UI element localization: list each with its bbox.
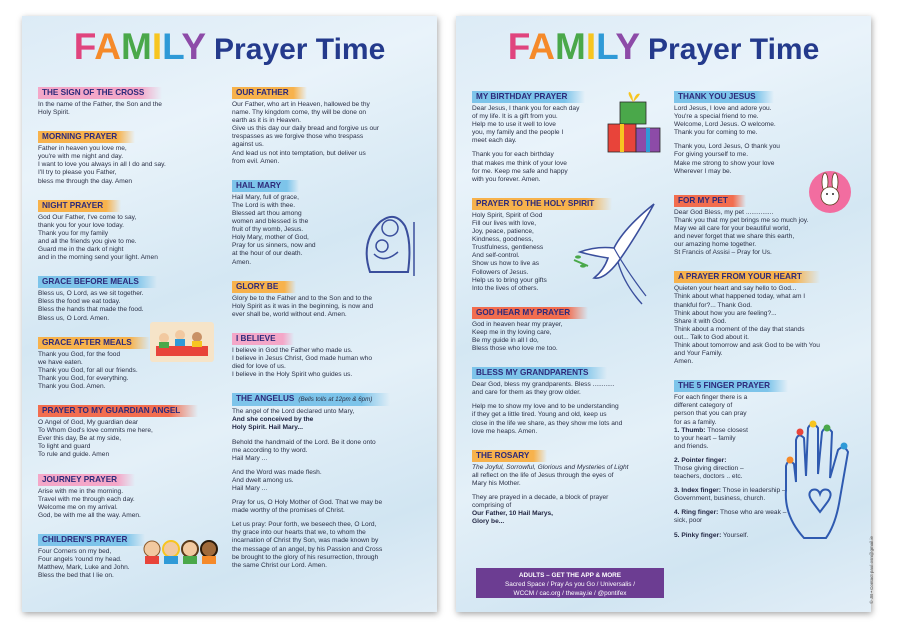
- prayer-line: Dear God Bless, my pet ...............: [674, 208, 774, 216]
- prayer-text: [232, 408, 426, 570]
- prayer-line: of my life. It is a gift from you.: [472, 113, 558, 121]
- prayer-line: 2. Pointer finger:: [674, 456, 727, 464]
- prayer-line: meet each day.: [472, 137, 517, 145]
- prayer-heading: A PRAYER FROM YOUR HEART: [674, 271, 820, 283]
- prayer-line: Into the lives of others.: [472, 284, 539, 292]
- prayer-line: and friends.: [674, 442, 709, 450]
- prayer-heading: PRAYER TO MY GUARDIAN ANGEL: [38, 405, 198, 417]
- prayer-text: [38, 145, 228, 185]
- prayer-line: Amen.: [674, 358, 694, 366]
- family-letter: Y: [181, 26, 207, 67]
- prayer-section: [38, 195, 228, 263]
- prayer-line: 3. Index finger: Those in leadership –: [674, 487, 786, 495]
- prayer-line: Pray for us sinners, now and: [232, 242, 316, 250]
- prayer-time-word: Prayer Time: [648, 33, 820, 66]
- prayer-line: ever shall be, world without end. Amen.: [232, 310, 347, 318]
- prayer-line: earth as it is in Heaven.: [232, 117, 301, 125]
- prayer-line: Help me to show my love and to be understanding: [472, 403, 619, 411]
- family-letter: F: [507, 26, 529, 67]
- prayer-heading: MY BIRTHDAY PRAYER: [472, 91, 585, 103]
- prayer-line: 1. Thumb: Those closest: [674, 426, 748, 434]
- prayer-line: Four Corners on my bed,: [38, 547, 112, 555]
- prayer-line: be brought to the glory of his resurrection, through: [232, 553, 379, 561]
- ads-line-2: Sacred Space / Pray As you Go / Universalis /: [505, 581, 635, 588]
- prayer-line: to your heart – family: [674, 434, 736, 442]
- prayer-line: Quieten your heart and say hello to God...: [674, 285, 797, 293]
- prayer-line: Thank you God. Amen.: [38, 382, 106, 390]
- prayer-text: [472, 464, 668, 527]
- prayer-line: close in the life we share, as they show me lots and: [472, 419, 623, 427]
- prayer-line: Hail Mary ...: [232, 485, 268, 492]
- prayer-line: Arise with me in the morning.: [38, 487, 124, 495]
- prayer-line: Make me strong to show your love: [674, 159, 775, 167]
- prayer-heading: HAIL MARY: [232, 180, 299, 192]
- children-illustration-icon: [150, 322, 214, 362]
- prayer-line: I'll try to please you Father,: [38, 169, 117, 177]
- prayer-line: To Whom God's love commits me here,: [38, 427, 153, 435]
- prayer-line: died for love of us.: [232, 363, 286, 371]
- prayer-line: Mary his Mother.: [472, 479, 521, 487]
- prayer-line: Ever this day, Be at my side,: [38, 435, 122, 443]
- left-column-2: [232, 82, 426, 579]
- madonna-child-icon: [350, 202, 422, 282]
- prayer-line: Holy Spirit.: [38, 109, 70, 117]
- prayer-line: incarnation of Christ thy Son, was made known by: [232, 537, 379, 545]
- children-faces-icon: [142, 538, 224, 564]
- ads-line-3: WCCM / cac.org / theway.ie / @pontifex: [513, 590, 627, 597]
- prayer-line: Trustfulness, gentleness: [472, 244, 544, 252]
- prayer-line: for me. Keep me safe and happy: [472, 167, 568, 175]
- prayer-section: [232, 82, 426, 166]
- copyright-note: © JB • Contact paul.osn@gmail.ie: [869, 536, 874, 604]
- family-word: [73, 26, 207, 67]
- prayer-section: [38, 82, 228, 117]
- prayer-line: Dear Jesus, I thank you for each day: [472, 105, 580, 112]
- prayer-line: you're with me night and day.: [38, 153, 124, 161]
- prayer-line: Thank you, Lord Jesus, O thank you: [674, 143, 780, 151]
- prayer-heading: CHILDREN'S PRAYER: [38, 534, 145, 546]
- prayer-line: Guard me in the dark of night: [38, 246, 124, 254]
- prayer-section: [232, 388, 426, 570]
- prayer-line: 5. Pinky finger: Yourself.: [674, 531, 749, 539]
- prayer-line: Be my guide in all I do,: [472, 336, 539, 344]
- prayer-line: I believe in God the Father who made us.: [232, 346, 353, 354]
- prayer-line: Keep me in thy loving care,: [472, 328, 552, 336]
- prayer-line: The Joyful, Sorrowful, Glorious and Mysteries of Light: [472, 463, 629, 471]
- prayer-heading: THE 5 FINGER PRAYER: [674, 380, 788, 392]
- prayer-line: The angel of the Lord declared unto Mary,: [232, 408, 355, 416]
- family-letter: L: [162, 26, 182, 67]
- prayer-line: Travel with me through each day.: [38, 495, 135, 503]
- prayer-line: Dear God, bless my grandparents. Bless ............: [472, 381, 615, 389]
- prayer-line: God, be with me all the way. Amen.: [38, 511, 141, 519]
- prayer-line: Bless the hands that made the food.: [38, 306, 144, 314]
- family-letter: M: [121, 26, 152, 67]
- prayer-text: [674, 209, 866, 258]
- prayer-line: Thank you for each birthday: [472, 151, 554, 159]
- prayer-line: Bless the food we eat today.: [38, 298, 121, 306]
- prayer-section: [674, 266, 866, 366]
- prayer-line: St Francis of Assisi – Pray for Us.: [674, 249, 772, 257]
- prayer-line: And lead us not into temptation, but deliver us: [232, 149, 366, 157]
- prayer-heading: BLESS MY GRANDPARENTS: [472, 367, 607, 379]
- left-title: [22, 26, 437, 68]
- prayer-line: Blessed art thou among: [232, 209, 302, 217]
- prayer-heading: PRAYER TO THE HOLY SPIRIT: [472, 198, 612, 210]
- prayer-line: Think about tomorrow and ask God to be with You: [674, 341, 820, 349]
- prayer-heading: THE ROSARY: [472, 450, 547, 462]
- prayer-line: different category of: [674, 402, 733, 410]
- prayer-line: with you forever. Amen.: [472, 175, 541, 183]
- prayer-line: me according to thy word.: [232, 446, 308, 454]
- prayer-section: [472, 362, 668, 436]
- ads-line-1: ADULTS – GET THE APP & MORE: [518, 572, 622, 579]
- prayer-line: Welcome, Lord Jesus. O welcome.: [674, 121, 776, 129]
- prayer-line: In the name of the Father, the Son and the: [38, 101, 162, 108]
- prayer-text: [472, 381, 668, 436]
- right-prayer-sheet: [456, 16, 874, 612]
- prayer-line: To rule and guide. Amen: [38, 451, 110, 459]
- prayer-line: Holy Mary, mother of God,: [232, 234, 309, 242]
- prayer-line: and never forget that we share this earth,: [674, 233, 795, 241]
- prayer-line: Think about what happened today, what am I: [674, 293, 806, 301]
- prayer-line: made worthy of the promises of Christ.: [232, 507, 345, 515]
- family-letter: F: [73, 26, 95, 67]
- prayer-line: Glory be to the Father and to the Son and to the: [232, 294, 373, 302]
- prayer-text: [38, 101, 228, 117]
- family-letter: A: [94, 26, 122, 67]
- prayer-line: for as a family.: [674, 418, 717, 426]
- prayer-time-word: Prayer Time: [214, 33, 386, 66]
- family-letter: L: [596, 26, 616, 67]
- prayer-line: person that you can pray: [674, 410, 747, 418]
- prayer-text: [38, 290, 228, 322]
- prayer-line: They are prayed in a decade, a block of prayer: [472, 494, 609, 501]
- prayer-line: at the hour of our death.: [232, 250, 303, 258]
- prayer-line: Thank you for coming to me.: [674, 129, 758, 137]
- prayer-line: Our Father, who art in Heaven, hallowed be thy: [232, 101, 370, 108]
- prayer-line: Four angels 'round my head.: [38, 556, 122, 563]
- prayer-line: And dwelt among us.: [232, 476, 294, 484]
- prayer-line: Fill our lives with love,: [472, 219, 537, 227]
- prayer-text: [38, 419, 228, 459]
- prayer-line: Holy Spirit as it was in the beginning, is now and: [232, 302, 374, 310]
- prayer-line: sick, poor: [674, 517, 703, 525]
- prayer-heading-note: (Bells tolls at 12pm & 6pm): [298, 396, 373, 404]
- prayer-heading: NIGHT PRAYER: [38, 200, 121, 212]
- prayer-line: May we all care for your beautiful world,: [674, 224, 791, 232]
- left-prayer-sheet: [22, 16, 437, 612]
- prayer-text: [232, 101, 426, 166]
- prayer-line: we have eaten.: [38, 358, 83, 366]
- prayer-line: Thank you God, for all our friends.: [38, 366, 138, 374]
- prayer-line: if they get a little tired. Young and old, keep us: [472, 411, 607, 419]
- prayer-line: Think about how you are feeling?...: [674, 309, 777, 317]
- prayer-line: and Your Family.: [674, 350, 723, 358]
- prayer-text: [38, 488, 228, 520]
- prayer-line: women and blessed is the: [232, 218, 309, 226]
- family-word: [507, 26, 641, 67]
- prayer-line: teachers, doctors .. etc.: [674, 473, 743, 481]
- prayer-text: [232, 295, 426, 319]
- prayer-line: God Our Father, I've come to say,: [38, 213, 137, 221]
- bunny-icon: [808, 170, 852, 214]
- prayer-line: comprising of: [472, 502, 512, 510]
- hand-heart-icon: [778, 420, 870, 542]
- family-letter: I: [585, 26, 597, 67]
- prayer-line: Amen.: [232, 258, 252, 266]
- prayer-line: Thank you God, for the food: [38, 350, 121, 358]
- prayer-line: Followers of Jesus.: [472, 268, 529, 276]
- prayer-line: all reflect on the life of Jesus through the eyes of: [472, 471, 614, 479]
- prayer-line: Bless us, O Lord. Amen.: [38, 314, 110, 322]
- right-title: [456, 26, 871, 68]
- prayer-text: [38, 214, 228, 263]
- prayer-line: Bless us, O Lord, as we sit together.: [38, 290, 144, 298]
- prayer-heading: OUR FATHER: [232, 87, 307, 99]
- prayer-line: that makes me think of your love: [472, 159, 567, 167]
- prayer-heading: THANK YOU JESUS: [674, 91, 774, 103]
- prayer-section: [38, 400, 228, 459]
- prayer-line: and all the friends you give to me.: [38, 237, 137, 245]
- prayer-line: Behold the handmaid of the Lord. Be it done onto: [232, 438, 376, 446]
- prayer-line: Government, business, church.: [674, 495, 766, 503]
- prayer-section: [472, 445, 668, 527]
- prayer-line: Thank you that my pet brings me so much joy.: [674, 216, 809, 224]
- prayer-line: Pray for us, O Holy Mother of God. That we may be: [232, 499, 383, 507]
- prayer-line: For giving yourself to me.: [674, 151, 749, 159]
- prayer-line: Father in heaven you love me,: [38, 145, 127, 153]
- prayer-line: Holy Spirit, Spirit of God: [472, 211, 543, 219]
- prayer-section: [38, 469, 228, 520]
- prayer-line: Wherever I may be.: [674, 167, 732, 175]
- prayer-line: For each finger there is a: [674, 394, 748, 402]
- prayer-line: Those giving direction –: [674, 465, 744, 472]
- prayer-line: Thank you for my family: [38, 229, 108, 237]
- prayer-line: And she conceived by the: [232, 416, 314, 424]
- prayer-line: fruit of thy womb, Jesus.: [232, 226, 304, 234]
- prayer-line: Hail Mary, full of grace,: [232, 193, 299, 201]
- prayer-line: You're a special friend to me.: [674, 113, 759, 121]
- prayer-heading: GOD HEAR MY PRAYER: [472, 307, 588, 319]
- prayer-line: Joy, peace, patience,: [472, 228, 534, 236]
- prayer-line: out... Talk to God about it.: [674, 333, 750, 341]
- prayer-line: thankful for?... Thank God.: [674, 301, 752, 309]
- prayer-line: The Lord is with thee.: [232, 201, 296, 209]
- prayer-line: the same Christ our Lord. Amen.: [232, 561, 327, 569]
- prayer-line: bless me through the day. Amen: [38, 177, 133, 185]
- family-letter: A: [528, 26, 556, 67]
- prayer-line: thank you for your love today.: [38, 221, 125, 229]
- prayer-section: [232, 328, 426, 379]
- prayer-heading: THE ANGELUS (Bells tolls at 12pm & 6pm): [232, 393, 390, 406]
- gift-boxes-icon: [606, 90, 664, 164]
- prayer-line: Lord Jesus, I love and adore you.: [674, 105, 772, 112]
- prayer-line: our amazing home together.: [674, 241, 757, 249]
- prayer-text: [472, 321, 668, 353]
- prayer-line: God in heaven hear my prayer,: [472, 320, 563, 328]
- dove-icon: [574, 200, 662, 310]
- prayer-line: I believe in the Holy Spirit who guides us.: [232, 371, 353, 379]
- prayer-heading: I BELIEVE: [232, 333, 294, 345]
- prayer-line: Show us how to live as: [472, 260, 540, 268]
- prayer-line: and in the morning send your light. Amen: [38, 254, 158, 262]
- prayer-section: [38, 126, 228, 185]
- prayer-line: Holy Spirit. Hail Mary...: [232, 424, 303, 432]
- prayer-line: Bless those who love me too.: [472, 345, 558, 353]
- prayer-text: [674, 105, 866, 176]
- prayer-line: Thank you God, for everything.: [38, 374, 129, 382]
- prayer-heading: THE SIGN OF THE CROSS: [38, 87, 162, 99]
- prayer-line: 4. Ring finger: Those who are weak –: [674, 509, 787, 517]
- family-letter: I: [151, 26, 163, 67]
- prayer-line: Help us to bring your gifts: [472, 276, 547, 284]
- prayer-heading: MORNING PRAYER: [38, 131, 135, 143]
- prayer-line: thy grace into our hearts that we, to whom the: [232, 529, 366, 537]
- prayer-line: I believe in Jesus Christ, God made human who: [232, 354, 373, 362]
- family-letter: Y: [615, 26, 641, 67]
- prayer-line: trespasses as we forgive those who trespass: [232, 133, 364, 141]
- prayer-line: love me heaps. Amen.: [472, 427, 538, 435]
- prayer-line: Glory be...: [472, 518, 505, 526]
- prayer-section: [674, 86, 866, 176]
- prayer-text: [232, 347, 426, 379]
- prayer-text: [674, 285, 866, 366]
- prayer-line: Let us pray: Pour forth, we beseech thee, O Lord,: [232, 521, 377, 529]
- prayer-line: Welcome me on my arrival.: [38, 503, 118, 511]
- prayer-line: Bless the bed that I lie on.: [38, 572, 114, 580]
- prayer-heading: FOR MY PET: [674, 195, 746, 207]
- prayer-heading: GRACE BEFORE MEALS: [38, 276, 157, 288]
- prayer-line: O Angel of God, My guardian dear: [38, 419, 139, 427]
- prayer-heading: GRACE AFTER MEALS: [38, 337, 150, 349]
- prayer-line: Our Father, 10 Hail Marys,: [472, 510, 553, 518]
- prayer-line: Matthew, Mark, Luke and John.: [38, 564, 130, 572]
- prayer-section: [232, 276, 426, 319]
- prayer-heading: GLORY BE: [232, 281, 296, 293]
- prayer-line: against us.: [232, 141, 264, 149]
- adults-app-banner: [476, 568, 664, 598]
- prayer-line: To light and guard: [38, 443, 91, 451]
- prayer-line: Share it with God.: [674, 317, 727, 325]
- prayer-line: Hail Mary ...: [232, 454, 268, 462]
- prayer-line: name. Thy kingdom come, thy will be done on: [232, 109, 367, 117]
- prayer-section: [38, 271, 228, 322]
- prayer-line: Give us this day our daily bread and forgive us our: [232, 125, 379, 133]
- prayer-line: the message of an angel, by his Passion and Cross: [232, 545, 383, 553]
- prayer-line: from evil. Amen.: [232, 157, 280, 165]
- prayer-line: And the Word was made flesh.: [232, 468, 322, 476]
- prayer-line: I want to love you always in all I do and say.: [38, 161, 166, 169]
- prayer-line: and care for them as they grow older.: [472, 389, 581, 397]
- prayer-heading: JOURNEY PRAYER: [38, 474, 135, 486]
- prayer-line: And self-control.: [472, 252, 520, 260]
- prayer-line: you, my family and the people I: [472, 129, 564, 137]
- prayer-line: Think about a moment of the day that stands: [674, 325, 805, 333]
- prayer-line: Kindness, goodness,: [472, 236, 534, 244]
- prayer-line: Help me to use it well to love: [472, 121, 556, 129]
- family-letter: M: [555, 26, 586, 67]
